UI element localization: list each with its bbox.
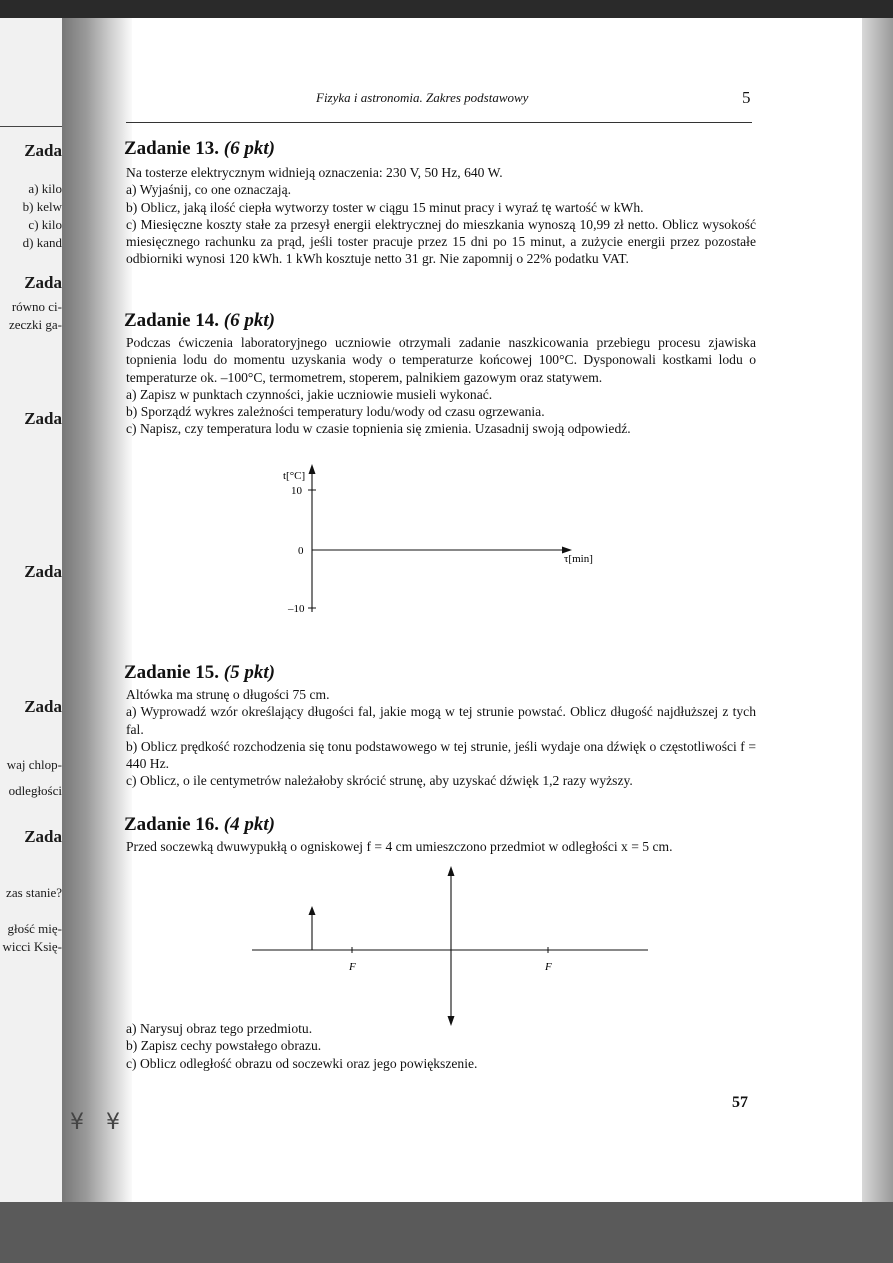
task-15-line: a) Wyprowadź wzór określający długości fal, jakie mogą w tej strunie powstać. Oblicz długość najdłuższej z tych fal. [126, 704, 756, 737]
task-15-line: Altówka ma strunę o długości 75 cm. [126, 687, 330, 702]
prev-fragment: głość mię- [7, 921, 62, 936]
prev-fragment: waj chlop- [6, 757, 62, 772]
prev-fragment: zas stanie? [6, 885, 62, 900]
prev-fragment: d) kand [22, 235, 62, 250]
task-13-points: (6 pkt) [223, 138, 275, 159]
tick-label-top: 10 [291, 485, 302, 497]
object-arrow-head-icon [309, 906, 316, 915]
task-16-label: Zadanie 16. [124, 814, 220, 835]
focus-right-label: F [545, 961, 552, 973]
tick-label-zero: 0 [298, 545, 304, 557]
task-16-line: b) Zapisz cechy powstałego obrazu. [126, 1038, 322, 1054]
task-16-line: Przed soczewką dwuwypukłą o ogniskowej f = 4 cm umieszczono przedmiot w odległości x = 5 cm. [126, 839, 673, 854]
prev-fragment: równo ci- [11, 299, 62, 314]
focus-left-label: F [349, 961, 356, 973]
task-15-title [124, 662, 275, 684]
task-16-title [124, 814, 275, 836]
prev-fragment: Zada [24, 141, 62, 160]
prev-fragment: Zada [24, 827, 62, 846]
task-15-body [126, 686, 756, 790]
y-axis-label: t[°C] [283, 470, 306, 482]
scan-bottom-border [0, 1202, 893, 1263]
prev-fragment: odległości [8, 783, 62, 798]
prev-fragment: Zada [24, 697, 62, 716]
task-15-line: c) Oblicz, o ile centymetrów należałoby skrócić strunę, aby uzyskać dźwięk 1,2 razy wyższy. [126, 773, 633, 789]
lens-diagram [240, 858, 660, 1028]
task-13-line: Na tosterze elektrycznym widnieją oznaczenia: 230 V, 50 Hz, 640 W. [126, 165, 503, 180]
lens-arrow-top-icon [448, 866, 455, 876]
task-15-line: b) Oblicz prędkość rozchodzenia się tonu podstawowego w tej strunie, jeśli wydaje ona dźwięk o częstotliwości f = 440 Hz. [126, 738, 756, 772]
task-15-label: Zadanie 15. [124, 662, 220, 683]
temperature-graph [260, 462, 620, 622]
page-number-top: 5 [742, 88, 751, 107]
page-right-edge [862, 18, 893, 1202]
task-16-intro [126, 838, 756, 855]
task-13-body [126, 164, 756, 268]
task-14-title [124, 310, 275, 332]
spine-marks: ¥¥ [70, 1110, 142, 1135]
tick-label-bottom: –10 [288, 603, 305, 615]
task-14-label: Zadanie 14. [124, 310, 220, 331]
task-13-label: Zadanie 13. [124, 138, 220, 159]
prev-fragment: a) kilo [28, 181, 62, 196]
task-16-line: a) Narysuj obraz tego przedmiotu. [126, 1021, 313, 1036]
prev-fragment: b) kelw [22, 199, 62, 214]
task-14-body [126, 334, 756, 438]
prev-fragment: wicci Księ- [2, 939, 62, 954]
prev-fragment: Zada [24, 562, 62, 581]
task-14-line: b) Sporządź wykres zależności temperatury lodu/wody od czasu ogrzewania. [126, 404, 545, 420]
task-13-line: a) Wyjaśnij, co one oznaczają. [126, 182, 291, 198]
prev-fragment: zeczki ga- [8, 317, 62, 332]
task-14-line: a) Zapisz w punktach czynności, jakie uczniowie musieli wykonać. [126, 386, 493, 402]
task-16-points: (4 pkt) [223, 814, 275, 835]
previous-page-rule [0, 126, 62, 127]
task-14-line: Podczas ćwiczenia laboratoryjnego uczniowie otrzymali zadanie naszkicowania przebiegu procesu zjawiska topnienia lodu do momentu uzyskania wody o temperaturze końcowej 100°C. Dysponowali kostkami lodu o temperaturze ok. –100°C, termometrem, stoperem, palnikiem gazowym oraz statywem. [126, 335, 756, 385]
prev-fragment: Zada [24, 409, 62, 428]
task-14-line: c) Napisz, czy temperatura lodu w czasie topnienia się zmienia. Uzasadnij swoją odpowiedź. [126, 421, 631, 437]
y-axis-arrow-icon [309, 464, 316, 474]
running-head: Fizyka i astronomia. Zakres podstawowy [316, 90, 529, 105]
prev-fragment: Zada [24, 273, 62, 292]
page-number-bottom: 57 [732, 1094, 748, 1111]
previous-page-edge [0, 18, 62, 1202]
header-rule [126, 122, 752, 123]
prev-fragment: c) kilo [28, 217, 62, 232]
book-page [120, 18, 862, 1202]
task-14-points: (6 pkt) [223, 310, 275, 331]
task-13-line: b) Oblicz, jaką ilość ciepła wytworzy toster w ciągu 15 minut pracy i wyraź tę wartość w kWh. [126, 199, 644, 215]
task-13-title [124, 138, 275, 160]
x-axis-label: τ[min] [564, 553, 593, 565]
task-15-points: (5 pkt) [223, 662, 275, 683]
scan-top-border [0, 0, 893, 18]
task-16-line: c) Oblicz odległość obrazu od soczewki oraz jego powiększenie. [126, 1055, 478, 1071]
task-13-line: c) Miesięczne koszty stałe za przesył energii elektrycznej do mieszkania wynoszą 10,99 zł netto. Oblicz wysokość miesięcznego rachunku za prąd, jeśli toster pracuje przez 15 dni po 15 minut, a zużycie energii przez pozostałe odbiorniki wynosi 120 kWh. 1 kWh kosztuje netto 31 gr. Nie zapomnij o 22% podatku VAT. [126, 216, 756, 267]
task-16-subtasks [126, 1020, 756, 1072]
